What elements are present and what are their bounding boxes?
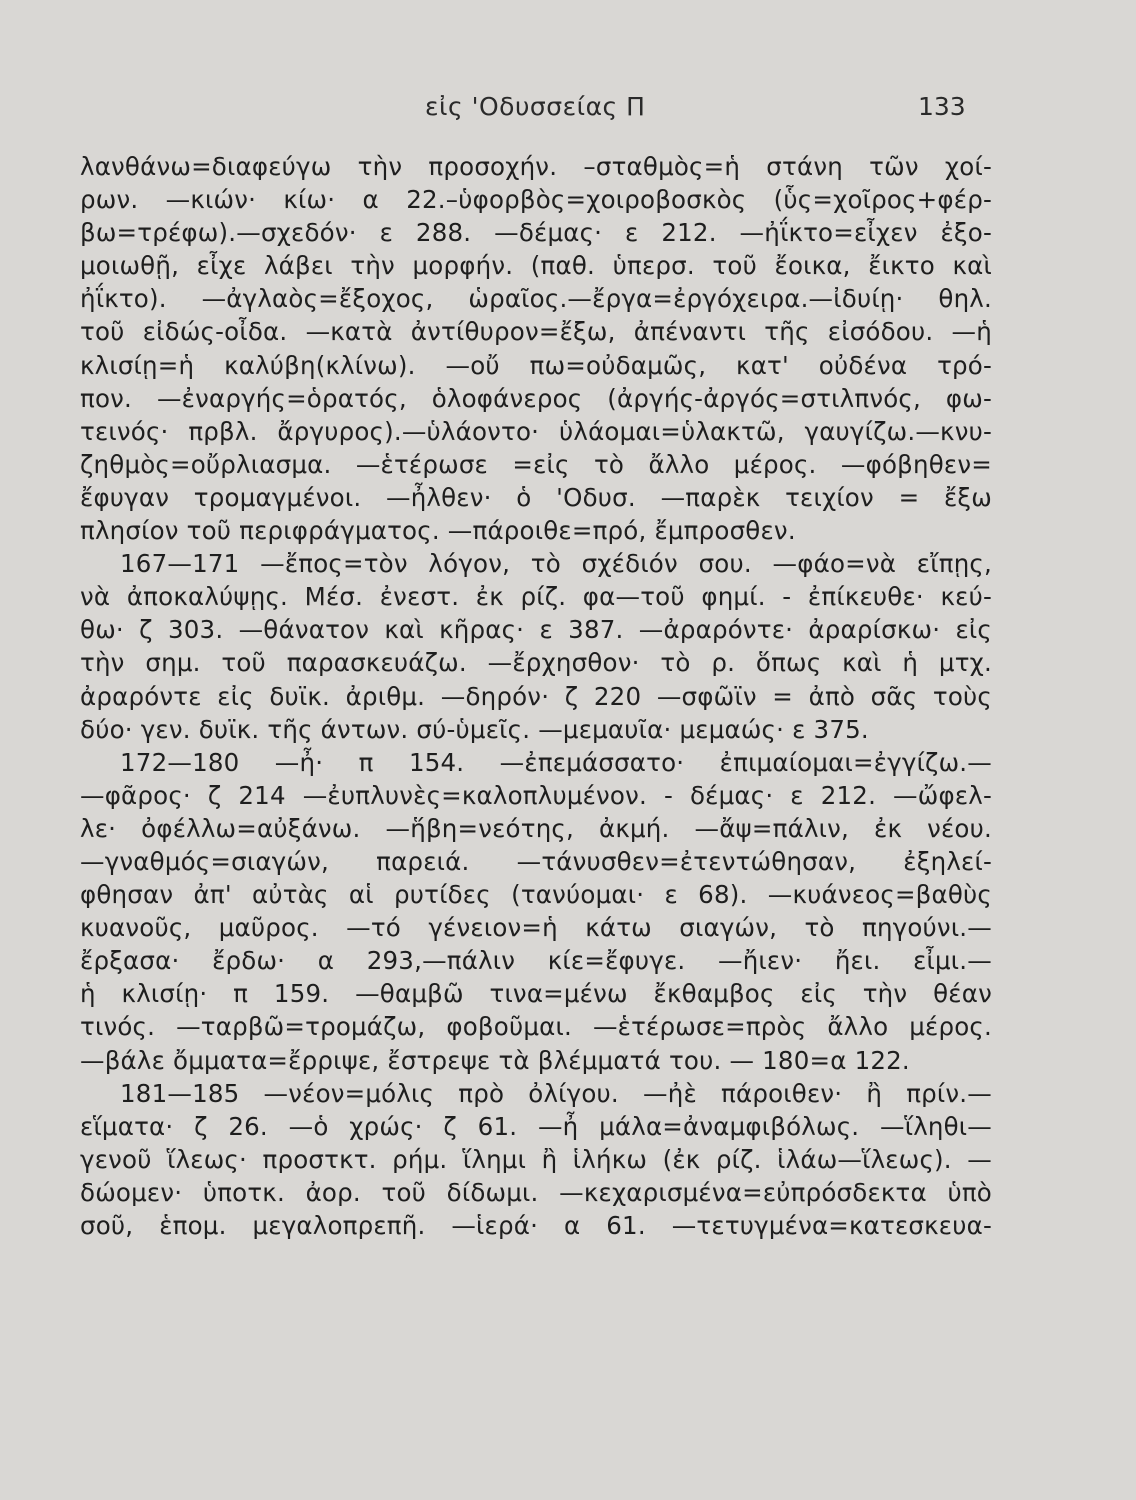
text-line: γενοῦ ἵλεως· προστκτ. ρήμ. ἵλημι ἢ ἱλήκω (ἐκ ρίζ. ἱλάω—ἵλεως). — bbox=[80, 1144, 992, 1174]
text-line: 167—171 —ἔπος=τὸν λόγον, τὸ σχέδιόν σου. —φάο=νὰ εἴπῃς, bbox=[120, 549, 992, 579]
text-line: κυανοῦς, μαῦρος. —τό γένειον=ἡ κάτω σιαγών, τὸ πηγούνι.— bbox=[80, 913, 992, 943]
text-line: βω=τρέφω).—σχεδόν· ε 288. —δέμας· ε 212. —ἠΐκτο=εἶχεν ἐξο- bbox=[80, 218, 992, 248]
text-line: —γναθμός=σιαγών, παρειά. —τάνυσθεν=ἐτεντώθησαν, ἐξηλεί- bbox=[80, 846, 992, 876]
text-line: θω· ζ 303. —θάνατον καὶ κῆρας· ε 387. —ἀραρόντε· ἀραρίσκω· εἰς bbox=[80, 615, 992, 645]
text-line: 181—185 —νέον=μόλις πρὸ ὀλίγου. —ἠὲ πάροιθεν· ἢ πρίν.— bbox=[120, 1078, 992, 1108]
text-line: ἡ κλισίῃ· π 159. —θαμβῶ τινα=μένω ἔκθαμβος εἰς τὴν θέαν bbox=[80, 979, 992, 1009]
text-line: φθησαν ἀπ' αὐτὰς αἱ ρυτίδες (τανύομαι· ε 68). —κυάνεος=βαθὺς bbox=[80, 880, 992, 910]
text-line: μοιωθῇ, εἶχε λάβει τὴν μορφήν. (παθ. ὑπερσ. τοῦ ἔοικα, ἔικτο καὶ bbox=[80, 251, 992, 281]
text-line: δώομεν· ὑποτκ. ἀορ. τοῦ δίδωμι. —κεχαρισμένα=εὐπρόσδεκτα ὑπὸ bbox=[80, 1177, 992, 1207]
text-line: εἵματα· ζ 26. —ὁ χρώς· ζ 61. —ἦ μάλα=ἀναμφιβόλως. —ἵληθι— bbox=[80, 1111, 992, 1141]
text-line: κλισίῃ=ἡ καλύβη(κλίνω). —οὔ πω=οὐδαμῶς, κατ' οὐδένα τρό- bbox=[80, 350, 992, 380]
commentary-text bbox=[80, 150, 992, 1242]
text-line: λε· ὀφέλλω=αὐξάνω. —ἥβη=νεότης, ἀκμή. —ἄψ=πάλιν, ἐκ νέου. bbox=[80, 813, 992, 843]
text-line: λανθάνω=διαφεύγω τὴν προσοχήν. –σταθμὸς=ἡ στάνη τῶν χοί- bbox=[80, 152, 992, 181]
text-line: ἀραρόντε εἰς δυϊκ. ἀριθμ. —δηρόν· ζ 220 —σφῶϊν = ἀπὸ σᾶς τοὺς bbox=[80, 681, 992, 711]
text-line: σοῦ, ἑπομ. μεγαλοπρεπῆ. —ἱερά· α 61. —τετυγμένα=κατεσκευα- bbox=[80, 1211, 992, 1240]
text-line: —βάλε ὄμματα=ἔρριψε, ἔστρεψε τὰ βλέμματά του. — 180=α 122. bbox=[80, 1045, 910, 1075]
text-line: τοῦ εἰδώς-οἶδα. —κατὰ ἀντίθυρον=ἔξω, ἀπέναντι τῆς εἰσόδου. —ἡ bbox=[80, 317, 992, 347]
text-line: —φᾶρος· ζ 214 —ἐυπλυνὲς=καλοπλυμένον. - δέμας· ε 212. —ὤφελ- bbox=[80, 780, 992, 810]
text-line: ἔρξασα· ἔρδω· α 293,—πάλιν κίε=ἔφυγε. —ἤιεν· ἤει. εἶμι.— bbox=[80, 946, 992, 976]
text-line: δύο· γεν. δυϊκ. τῆς άντων. σύ-ὑμεῖς. —μεμαυῖα· μεμαώς· ε 375. bbox=[80, 714, 869, 744]
text-line: νὰ ἀποκαλύψῃς. Μέσ. ἐνεστ. ἐκ ρίζ. φα—τοῦ φημί. - ἐπίκευθε· κεύ- bbox=[80, 582, 992, 612]
text-line: ρων. —κιών· κίω· α 22.–ὑφορβὸς=χοιροβοσκὸς (ὗς=χοῖρος+φέρ- bbox=[80, 185, 992, 215]
text-line: τινός. —ταρβῶ=τρομάζω, φοβοῦμαι. —ἑτέρωσε=πρὸς ἄλλο μέρος. bbox=[80, 1012, 992, 1042]
text-line: τεινός· πρβλ. ἄργυρος).—ὑλάοντο· ὑλάομαι=ὑλακτῶ, γαυγίζω.—κνυ- bbox=[80, 416, 992, 446]
text-line: ζηθμὸς=οὔρλιασμα. —ἑτέρωσε =εἰς τὸ ἄλλο μέρος. —φόβηθεν= bbox=[80, 449, 992, 479]
text-line: ἔφυγαν τρομαγμένοι. —ἦλθεν· ὁ 'Οδυσ. —παρὲκ τειχίον = ἔξω bbox=[80, 482, 992, 512]
text-line: τὴν σημ. τοῦ παρασκευάζω. —ἔρχησθον· τὸ ρ. ὅπως καὶ ἡ μτχ. bbox=[80, 648, 992, 678]
running-title: εἰς 'Οδυσσείας Π bbox=[425, 92, 646, 121]
text-line: 172—180 —ἦ· π 154. —ἐπεμάσσατο· ἐπιμαίομαι=ἐγγίζω.— bbox=[120, 747, 992, 777]
page-number: 133 bbox=[918, 92, 966, 121]
page-header bbox=[0, 92, 1136, 132]
text-line: ἠΐκτο). —ἀγλαὸς=ἔξοχος, ὡραῖος.—ἔργα=ἐργόχειρα.—ἰδυίῃ· θηλ. bbox=[80, 284, 992, 314]
text-line: πον. —ἐναργής=ὁρατός, ὁλοφάνερος (ἀργής-ἀργός=στιλπνός, φω- bbox=[80, 383, 992, 413]
text-line: πλησίον τοῦ περιφράγματος. —πάροιθε=πρό, ἔμπροσθεν. bbox=[80, 516, 796, 546]
